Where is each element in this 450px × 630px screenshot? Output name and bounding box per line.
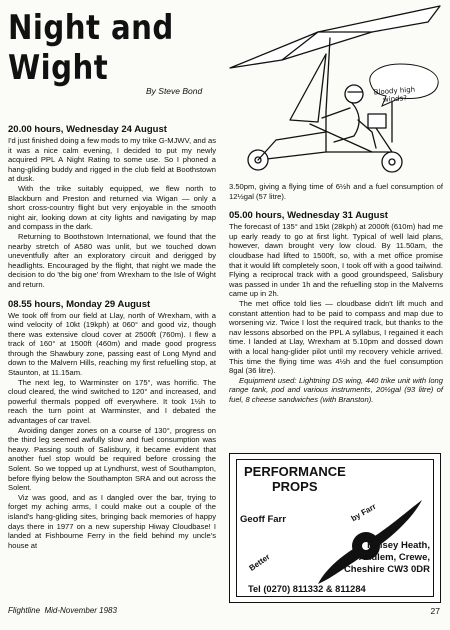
section-heading: 08.55 hours, Monday 29 August xyxy=(8,298,151,310)
body-paragraph: Returning to Boothstown International, we found that the nearby stretch of A580 was unlit, but we touched down uneventfully after an exploratory circuit and derigged by headlights. Encouraged by the flight, that night we made the decision to do 'the big one' from Wrexham to the Isle of Wight and return. xyxy=(8,231,216,289)
advert-slogan-by-farr: by Farr xyxy=(349,501,378,524)
body-paragraph: Viz was good, and as I dangled over the bar, trying to forget my aching arms, I could make out a couple of the island's hang-gliding sites, bringing back memories of happy days there in 1977 on a new supership Hiway Cloudbase! I landed at Fishbourne Ferry in the field behind my uncle's house at xyxy=(8,492,216,550)
page-number: 27 xyxy=(430,606,440,616)
section-heading: 05.00 hours, Wednesday 31 August xyxy=(229,210,388,222)
title-line-1: Night and xyxy=(8,8,174,48)
advert-slogan-better: Better xyxy=(247,552,272,573)
body-paragraph: We took off from our field at Llay, north of Wrexham, with a wind velocity of 10kt (19kph) at 060° and good viz, though there was extensive cloud cover at 2500ft (760m). I flew a track of 160° at 1500ft (460m) and made good progress through the Shawbury zone, passing east of Long Mynd and down to the Malvern Hills, reaching my first refuelling stop, at Staunton, at 11.15am. xyxy=(8,310,216,378)
section-gap xyxy=(8,290,216,299)
body-paragraph: I'd just finished doing a few mods to my trike G-MJWV, and as it was a nice calm evening, I decided to put my newly acquired PPL A Night Rating to some use. So I phoned a hang-gliding buddy and rigged in the club field at Boothstown at dusk. xyxy=(8,136,216,184)
article-title xyxy=(8,8,174,88)
body-paragraph: Avoiding danger zones on a course of 130°, progress on the third leg seemed awfully slow and fuel consumption was heavy. Passing south of Salisbury, it became evident that another fuel stop would be required before crossing the Solent. So we topped up at Lyndhurst, west of Southampton, before flying below the Southampton SRA and out across the Solent. xyxy=(8,425,216,493)
performance-props-advert xyxy=(229,453,441,603)
advert-brand: PERFORMANCE PROPS xyxy=(244,464,346,494)
body-paragraph: The met office told lies — cloudbase didn't lift much and constant attention had to be paid to compass and map due to worsening viz. Twice I lost the required track, but thanks to the nav lessons absorbed on the PPL A syllabus, I regained it each time. I landed at Llay, Wrexham at 5.10pm and dossed down with a local hang-glider pilot until my recovery vehicle arrived. This time the flying time was 4½h and the fuel consumption 8gal (36 litre). xyxy=(229,298,443,376)
speech-bubble-text: Bloody high winds? xyxy=(373,85,416,104)
footer-publication: Flightline Mid-November 1983 xyxy=(8,606,117,615)
advert-name: Geoff Farr xyxy=(240,514,286,525)
section-heading: 20.00 hours, Wednesday 24 August xyxy=(8,124,167,135)
title-line-2: Wight xyxy=(8,48,109,88)
body-paragraph: The forecast of 135° and 15kt (28kph) at 2000ft (610m) had me up early ready to go at first light. Typical of well laid plans, however, dawn brought very low cloud. By 11.50am, the cloudbase had lifted to 1500ft, so, with a met office promise that it would lift completely soon, I took off with a good tailwind. Flying a reciprocal track with a good groundspeed, Salisbury was passed in under 1h and the refuelling stop in the Malverns came up in 2h. xyxy=(229,222,443,299)
byline: By Steve Bond xyxy=(146,86,203,96)
body-paragraph: The next leg, to Warminster on 175°, was horrific. The cloud cleared, the wind switched to 120° and increased, and powerful thermals popped off everywhere. It took 1½h to reach the turn point at Warminster, and I debated the advantages of car travel. xyxy=(8,377,216,426)
body-paragraph: With the trike suitably equipped, we flew north to Blackburn and Preston and returned via Wigan — only a short cross-country flight but very enjoyable in the smooth night air, looking down at city lights and navigating by map and compass in the dark. xyxy=(8,183,216,232)
equipment-note: Equipment used: Lightning DS wing, 440 trike unit with long range tank, pod and various instruments, 20½gal (93 litre) of fuel, 8 cheese sandwiches (with Branston). xyxy=(229,375,443,404)
section-gap xyxy=(229,201,443,210)
left-column xyxy=(8,124,216,550)
right-column xyxy=(229,182,443,404)
body-paragraph: 3.50pm, giving a flying time of 6½h and a fuel consumption of 12½gal (57 litre). xyxy=(229,182,443,201)
advert-address: Kinsey Heath, Audlem, Crewe, Cheshire CW3 0DR xyxy=(343,540,430,575)
advert-telephone: Tel (0270) 811332 & 811284 xyxy=(248,584,366,594)
